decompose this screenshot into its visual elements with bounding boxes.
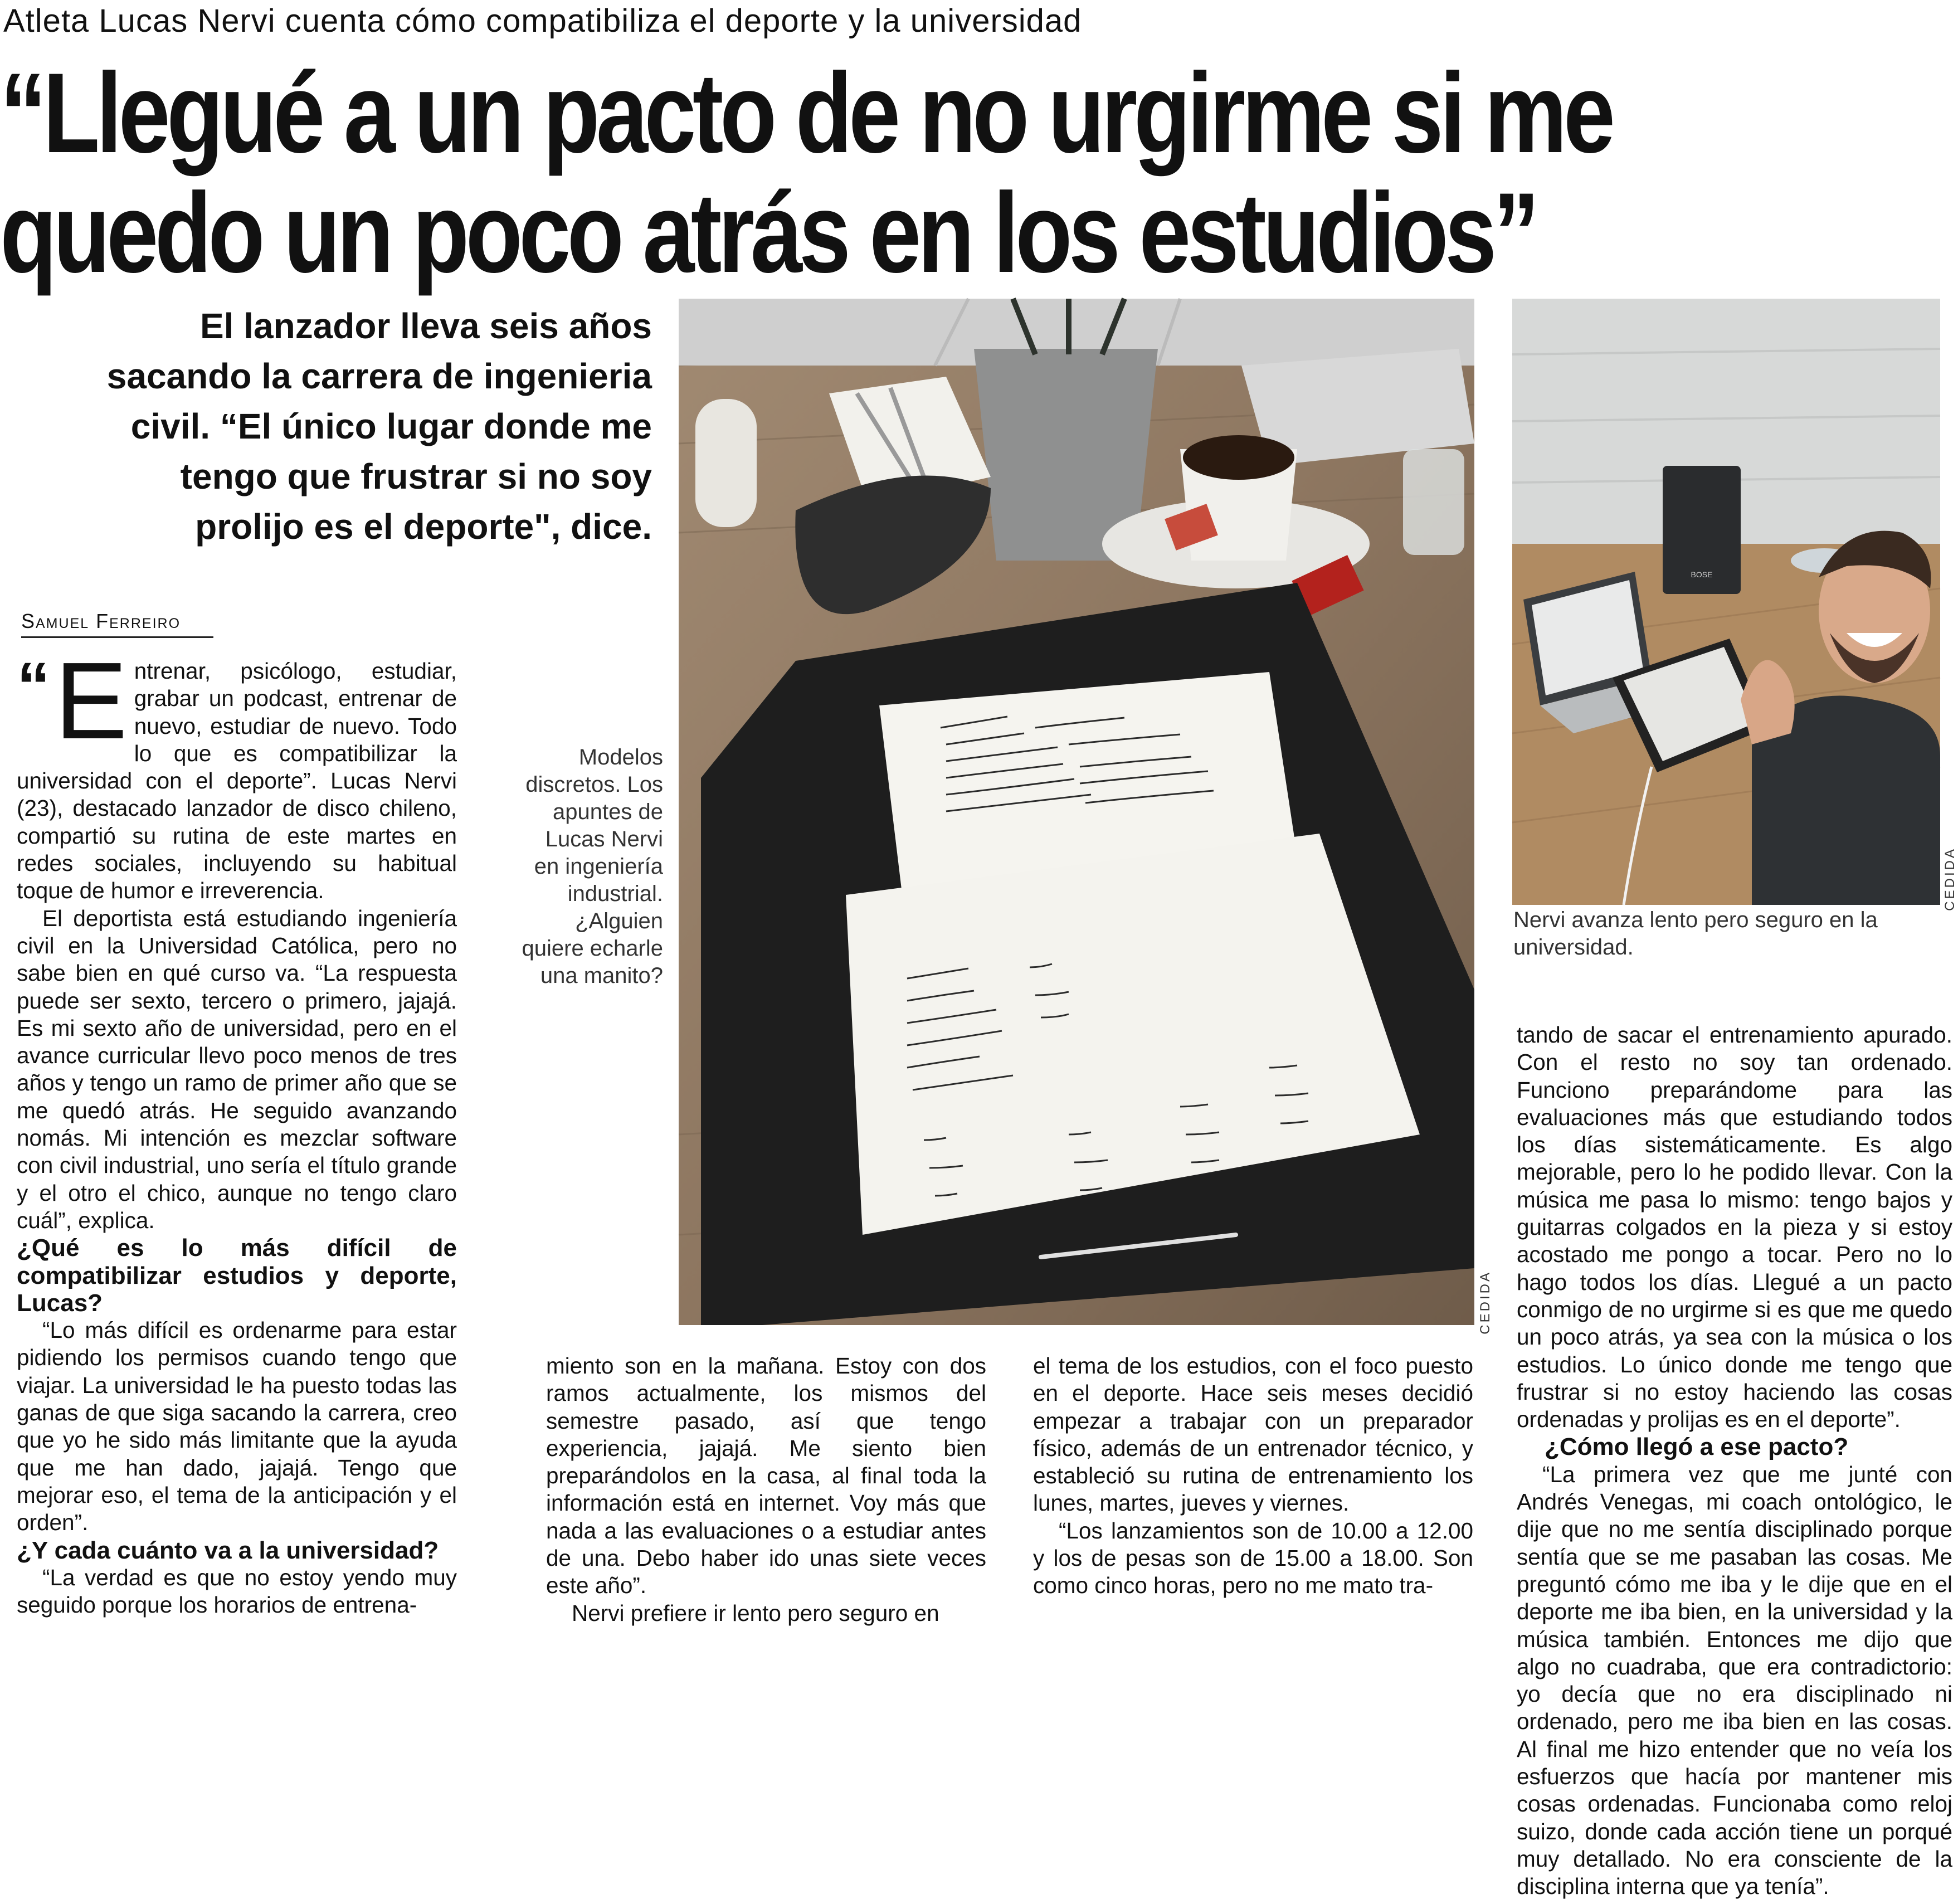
headline (0, 50, 1612, 296)
headline-line-1: “Llegué a un pacto de no urgirme si me (0, 50, 1612, 177)
photo-tablet-notes (679, 299, 1474, 1325)
dropcap-letter: E (55, 640, 128, 762)
headline-line-2: quedo un poco atrás en los estudios” (0, 169, 1536, 296)
paragraph: “La primera vez que me junté con Andrés Venegas, mi coach ontológico, le dije que no me sentía disciplinado porque sentía que se me pasaban las cosas. Me preguntó cómo me iba y le dije que en el deporte me iba bien, en la universidad y la música también. Entonces me dijo que algo no cuadraba, que era contradictorio: yo decía que no era disciplinado ni ordenado, pero me iba bien en las cosas. Al final me hizo entender que no veía los esfuerzos que hacía por mantener mis cosas ordenadas. Funcionaba como reloj suizo, donde cada acción tiene un porqué muy detallado. No era consciente de la disciplina interna que ya tenía”. (1517, 1461, 1952, 1900)
paragraph: “La verdad es que no estoy yendo muy seguido porque los horarios de entrena- (17, 1564, 457, 1618)
paragraph: “Los lanzamientos son de 10.00 a 12.00 y los de pesas son de 15.00 a 18.00. Son como cinco horas, pero no me mato tra- (1033, 1517, 1473, 1599)
dropcap-quote: “ (17, 649, 50, 723)
paragraph: miento son en la mañana. Estoy con dos ramos actualmente, los mismos del semestre pasado, así que tengo experiencia, jajajá. Me siento bien preparándolos en la casa, al final toda la información está en internet. Voy más que nada a las evaluaciones o a estudiar antes de una. Debo haber ido unas siete veces este año”. (546, 1353, 986, 1599)
paragraph: Nervi prefiere ir lento pero seguro en (572, 1600, 939, 1626)
byline: Samuel Ferreiro (21, 610, 213, 638)
paragraph-text: ntrenar, psicólogo, estudiar, grabar un podcast, entrenar de nuevo, estudiar de nuevo. Todo lo que es compatibilizar la universidad con el deporte”. Lucas Nervi (23), destacado lanzador de disco chileno, compartió su rutina de este martes en redes sociales, incluyendo su habitual toque de humor e irreverencia. (17, 658, 457, 904)
question: ¿Cómo llegó a ese pacto? (1545, 1433, 1849, 1461)
speaker-brand: BOSE (1691, 570, 1713, 579)
paragraph (17, 640, 457, 905)
question: ¿Y cada cuánto va a la universidad? (17, 1536, 439, 1564)
salt-shaker (695, 399, 757, 527)
article-column-4 (1517, 1021, 1952, 1901)
article-column-2 (546, 1352, 986, 1627)
article-column-3 (1033, 1352, 1473, 1600)
photo-side-credit: CEDIDA (1942, 847, 1957, 911)
photo-main-credit: CEDIDA (1478, 1270, 1493, 1335)
photo-main-caption: Modelos discretos. Los apuntes de Lucas Nervi en ingeniería industrial. ¿Alguien quiere echarle una manito? (522, 745, 663, 988)
paragraph: el tema de los estudios, con el foco puesto en el deporte. Hace seis meses decidió empezar a trabajar con un preparador físico, además de un entrenador técnico, y estableció su rutina de entrenamiento los lunes, martes, jueves y viernes. (1033, 1353, 1473, 1516)
article-column-1 (17, 640, 457, 1619)
paragraph: El deportista está estudiando ingeniería civil en la Universidad Católica, pero no sabe bien en qué curso va. “La respuesta puede ser sexto, tercero o primero, jajajá. Es mi sexto año de universidad, pero en el avance curricular llevo poco menos de tres años y tengo un ramo de primer año que se me quedó atrás. He seguido avanzando nomás. Mi intención es mezclar software con civil industrial, uno sería el título grande y el otro el chico, aunque no tengo claro cuál”, explica. (17, 905, 457, 1233)
photo-side-caption: Nervi avanza lento pero seguro en la universidad. (1513, 908, 1878, 960)
photo-tablet-svg (679, 299, 1474, 1325)
question: ¿Qué es lo más difícil de compatibilizar estudios y deporte, Lucas? (17, 1234, 457, 1317)
photo-nervi-svg (1512, 299, 1940, 905)
paragraph: tando de sacar el entrenamiento apurado. Con el resto no soy tan ordenado. Funciono preparándome para las evaluaciones más que estudiando todos los días sistemáticamente. Es algo mejorable, pero lo he podido llevar. Con la música me pasa lo mismo: tengo bajos y guitarras colgados en la pieza y si estoy acostado me pongo a tocar. Pero no lo hago todos los días. Llegué a un pacto conmigo de no urgirme si es que me quedo un poco atrás, ya sea con la música o los estudios. Lo único donde me tengo que frustrar si no estoy haciendo las cosas ordenadas y prolijas es en el deporte”. (1517, 1022, 1952, 1433)
paragraph: “Lo más difícil es ordenarme para estar pidiendo los permisos cuando tengo que viajar. La universidad le ha puesto todas las ganas de que siga sacando la carrera, creo que yo he sido más limitante que la ayuda que me han dado, jajajá. Tengo que mejorar eso, el tema de la anticipación y el orden”. (17, 1317, 457, 1536)
deck: El lanzador lleva seis años sacando la carrera de ingenieria civil. “El único lugar donde me tengo que frustrar si no soy prolijo es el deporte", dice. (106, 306, 652, 547)
photo-nervi (1512, 299, 1940, 905)
kicker: Atleta Lucas Nervi cuenta cómo compatibiliza el deporte y la universidad (3, 3, 1082, 39)
